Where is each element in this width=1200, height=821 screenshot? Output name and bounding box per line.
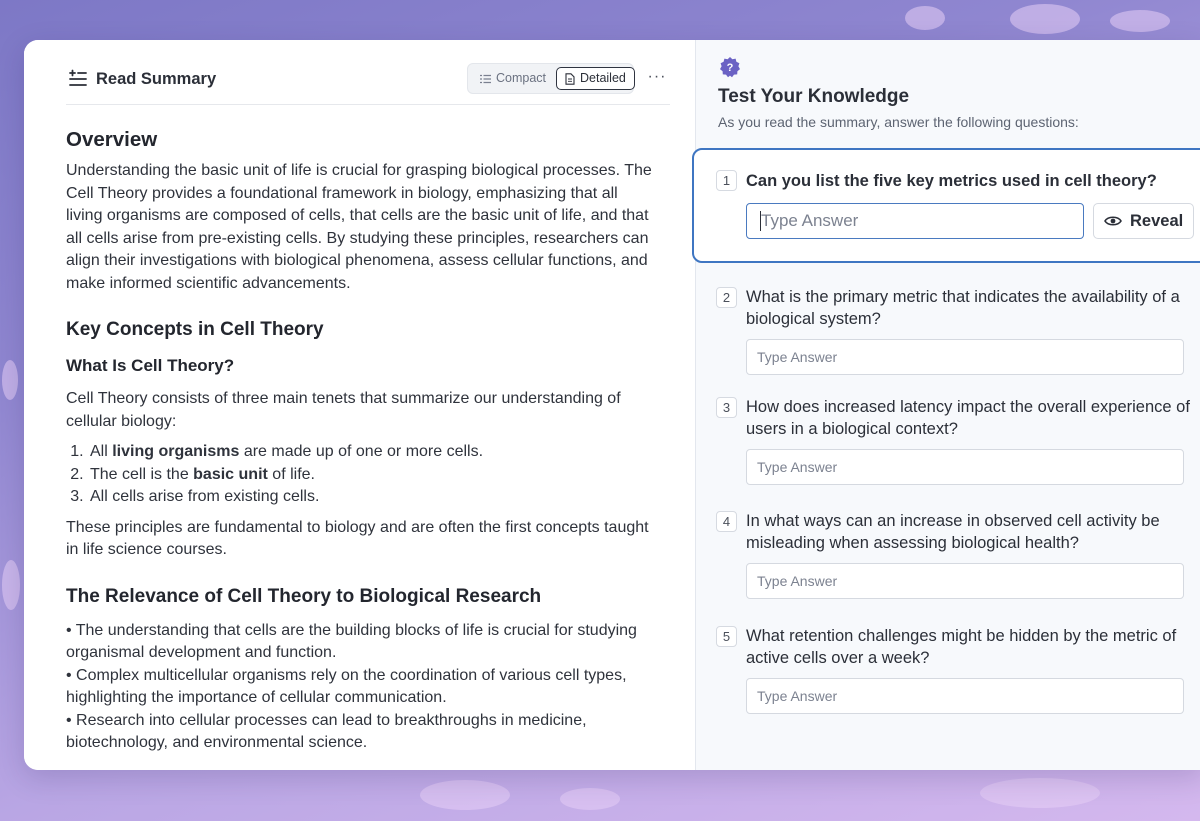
detailed-view-button[interactable] (556, 67, 635, 90)
background-speck (2, 560, 20, 610)
list-item: 3. All cells arise from existing cells. (88, 486, 656, 509)
answer-input-1[interactable] (746, 203, 1084, 239)
overview-heading: Overview (66, 128, 158, 151)
reveal-label: Reveal (1130, 211, 1184, 230)
question-card-active (692, 148, 1200, 263)
background-speck (1110, 10, 1170, 32)
background-speck (420, 780, 510, 810)
compact-view-label: Compact (496, 71, 547, 85)
eye-icon (1104, 215, 1122, 227)
quiz-subtitle: As you read the summary, answer the following questions: (718, 114, 1079, 130)
quiz-panel (695, 40, 1200, 770)
what-is-heading: What Is Cell Theory? (66, 356, 235, 375)
answer-input-2[interactable] (746, 339, 1184, 375)
list-item: 1. All living organisms are made up of one or more cells. (88, 441, 656, 464)
what-is-paragraph: Cell Theory consists of three main tenets that summarize our understanding of cellular biology: (66, 390, 621, 430)
question-number: 2 (716, 287, 737, 308)
background-speck (1010, 4, 1080, 34)
list-item: 2. The cell is the basic unit of life. (88, 464, 656, 487)
background-speck (560, 788, 620, 810)
background-speck (2, 360, 18, 400)
header-divider (66, 104, 670, 105)
answer-input-3[interactable] (746, 449, 1184, 485)
relevance-point: • Complex multicellular organisms rely on the coordination of various cell types, highlighting the importance of cellular communication. (66, 666, 627, 706)
summary-panel (24, 40, 695, 770)
summary-content (66, 126, 656, 755)
summary-title: Read Summary (96, 70, 217, 88)
reader-card (24, 40, 1200, 770)
view-toggle (467, 63, 634, 94)
summary-list-icon (68, 69, 88, 89)
text-cursor (760, 211, 761, 231)
question-number: 3 (716, 397, 737, 418)
question-text: What is the primary metric that indicates the availability of a biological system? (746, 288, 1180, 328)
relevance-point: • The understanding that cells are the building blocks of life is crucial for studying organismal development and function. (66, 621, 637, 661)
relevance-heading: The Relevance of Cell Theory to Biological Research (66, 585, 542, 607)
answer-input-4[interactable] (746, 563, 1184, 599)
question-text: In what ways can an increase in observed cell activity be misleading when assessing biological health? (746, 512, 1160, 552)
overview-paragraph: Understanding the basic unit of life is crucial for grasping biological processes. The Cell Theory provides a foundational framework in biology, emphasizing that all living organisms are composed of cells, that cells are the basic unit of life, and that all cells arise from pre-existing cells. By studying these principles, researchers can align their investigations with biological phenomena, assess cellular functions, and make informed scientific advancements. (66, 162, 652, 292)
list-icon (480, 74, 491, 84)
compact-view-button[interactable] (476, 67, 550, 90)
tenets-list (88, 441, 656, 509)
quiz-title: Test Your Knowledge (718, 86, 910, 107)
question-text: What retention challenges might be hidden by the metric of active cells over a week? (746, 627, 1177, 667)
svg-text:?: ? (726, 62, 734, 74)
question-badge-icon (719, 56, 741, 78)
reveal-button[interactable] (1093, 203, 1194, 239)
question-text: Can you list the five key metrics used in cell theory? (746, 172, 1157, 190)
question-text: How does increased latency impact the overall experience of users in a biological context? (746, 398, 1190, 438)
detailed-view-label: Detailed (580, 71, 626, 85)
more-options-icon[interactable]: ··· (647, 68, 667, 85)
question-number: 1 (716, 170, 737, 191)
document-icon (565, 73, 575, 85)
relevance-point: • Research into cellular processes can lead to breakthroughs in medicine, biotechnology, and environmental science. (66, 711, 587, 751)
question-number: 4 (716, 511, 737, 532)
question-number: 5 (716, 626, 737, 647)
background-speck (905, 6, 945, 30)
background-speck (980, 778, 1100, 808)
key-concepts-heading: Key Concepts in Cell Theory (66, 319, 324, 340)
principles-paragraph: These principles are fundamental to biology and are often the first concepts taught in life science courses. (66, 518, 649, 558)
answer-input-5[interactable] (746, 678, 1184, 714)
